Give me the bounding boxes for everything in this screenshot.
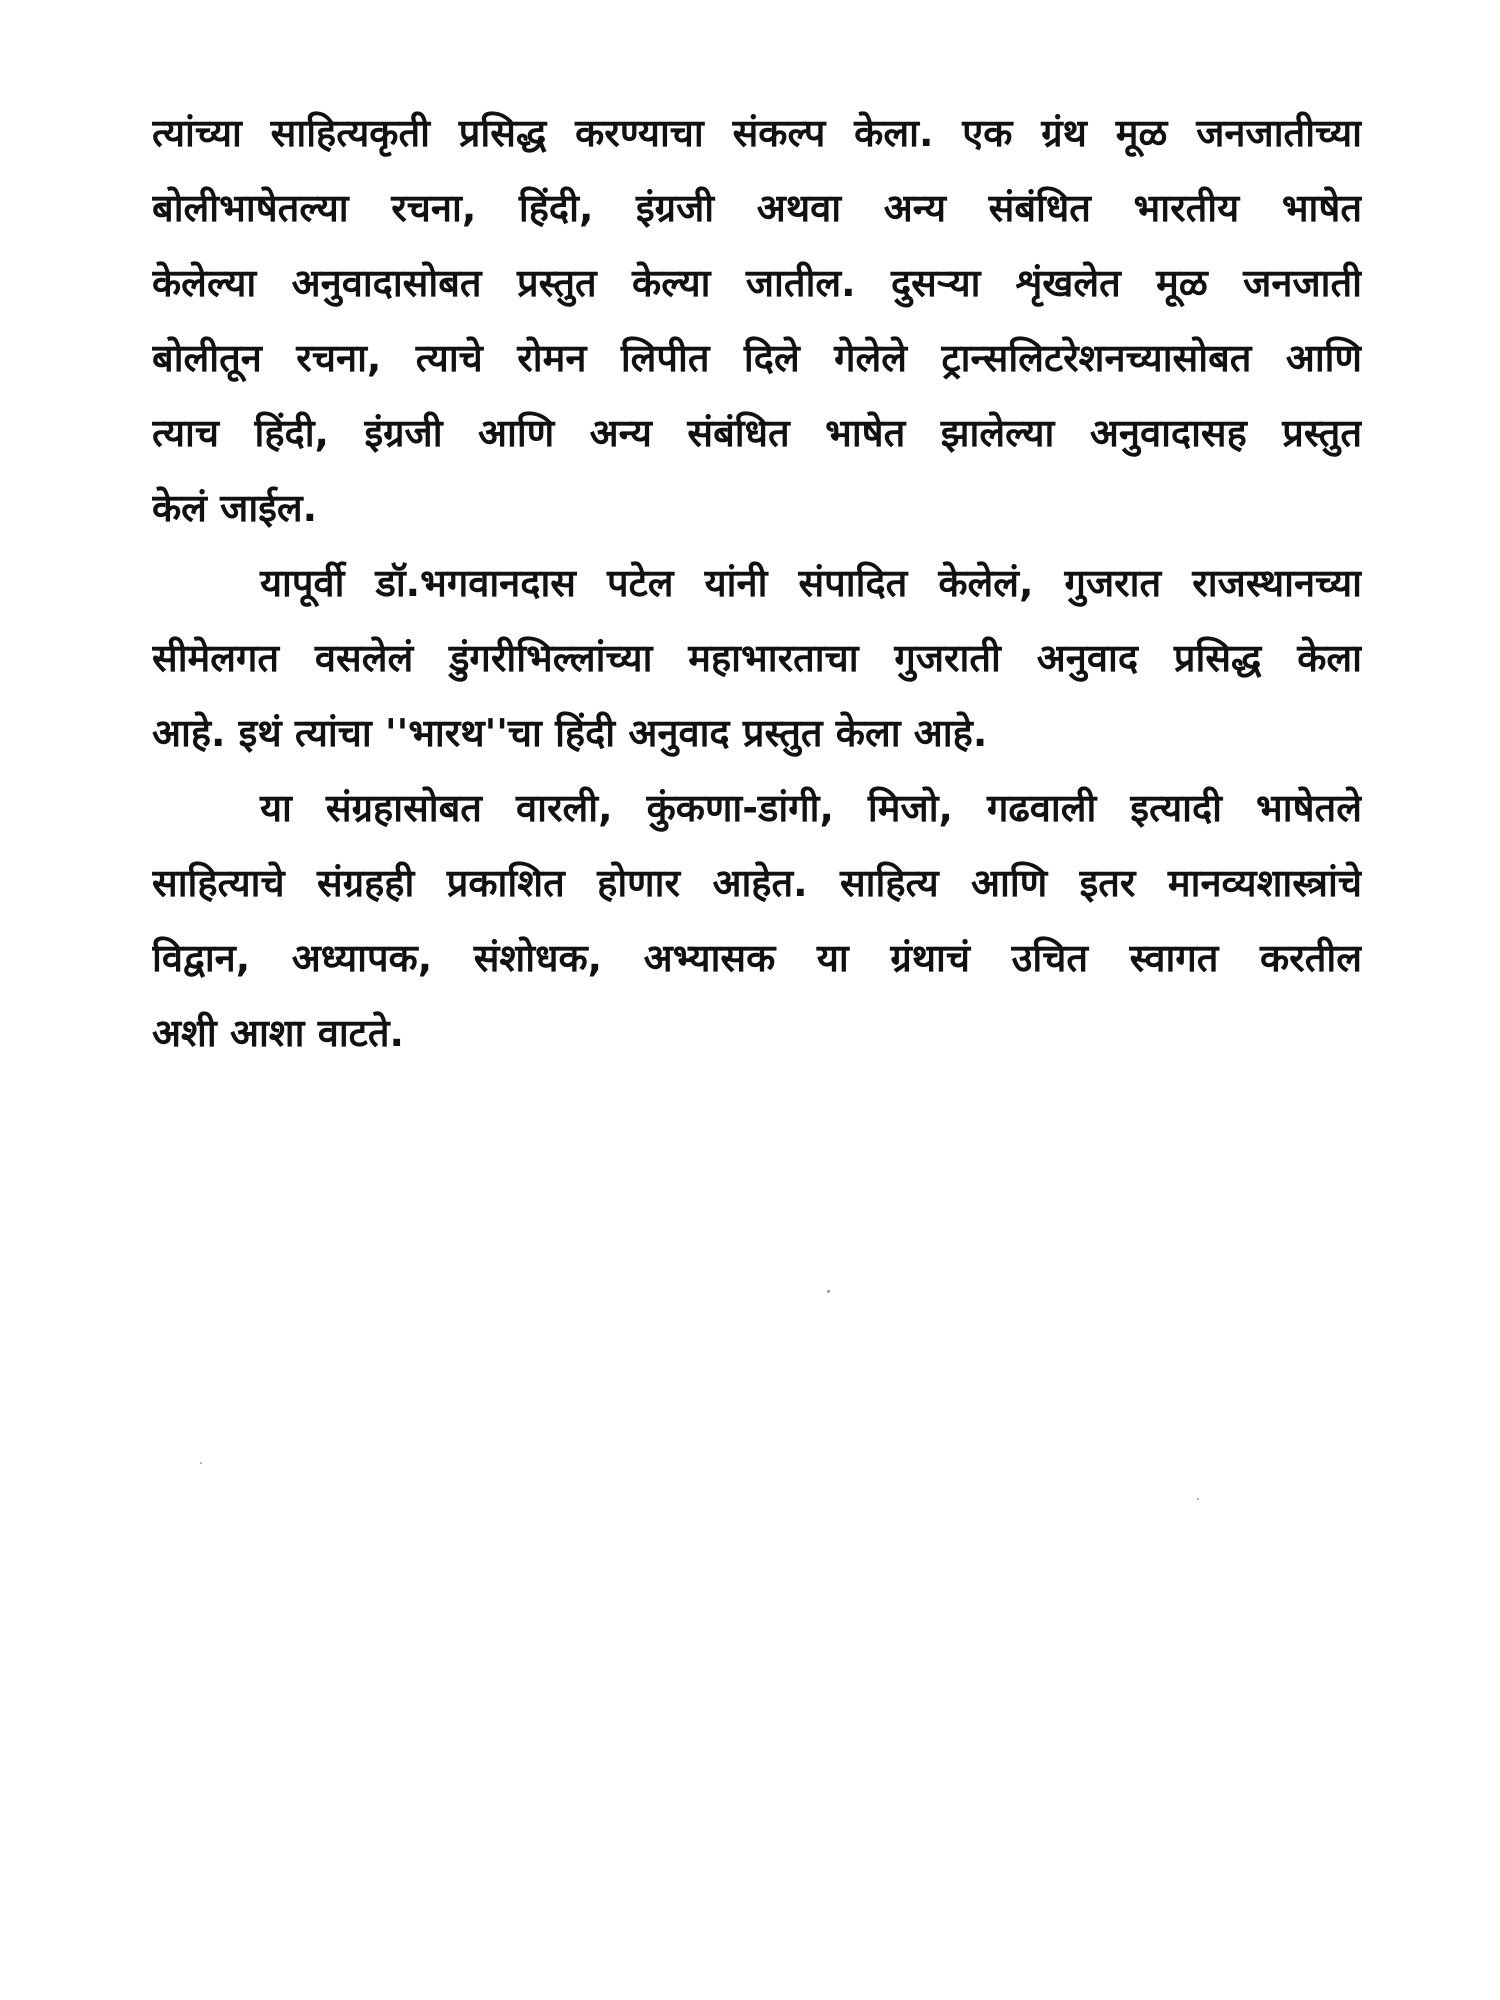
paragraph-3 — [152, 771, 1362, 1071]
text-line: यापूर्वी डॉ.भगवानदास पटेल यांनी संपादित केलेलं, गुजरात राजस्थानच्या — [260, 561, 1362, 605]
text-line: आहे. इथं त्यांचा ''भारथ''चा हिंदी अनुवाद प्रस्तुत केला आहे. — [152, 711, 988, 755]
text-line: अशी आशा वाटते. — [152, 1011, 404, 1055]
scan-speck — [200, 1462, 202, 1464]
text-line: बोलीभाषेतल्या रचना, हिंदी, इंग्रजी अथवा अन्य संबंधित भारतीय भाषेत — [152, 186, 1362, 230]
text-line: विद्वान, अध्यापक, संशोधक, अभ्यासक या ग्रंथाचं उचित स्वागत करतील — [152, 936, 1362, 980]
text-line: या संग्रहासोबत वारली, कुंकणा-डांगी, मिजो, गढवाली इत्यादी भाषेतले — [260, 786, 1362, 830]
scan-speck — [827, 1290, 830, 1293]
text-line: बोलीतून रचना, त्याचे रोमन लिपीत दिले गेलेले ट्रान्सलिटरेशनच्यासोबत आणि — [152, 336, 1362, 380]
scan-speck — [1197, 1498, 1199, 1500]
body-text — [152, 96, 1362, 1071]
paragraph-1 — [152, 96, 1362, 546]
text-line: साहित्याचे संग्रहही प्रकाशित होणार आहेत. साहित्य आणि इतर मानव्यशास्त्रांचे — [152, 861, 1362, 905]
text-line: त्याच हिंदी, इंग्रजी आणि अन्य संबंधित भाषेत झालेल्या अनुवादासह प्रस्तुत — [152, 411, 1362, 455]
paragraph-2 — [152, 546, 1362, 771]
text-line: केलं जाईल. — [152, 486, 318, 530]
text-line: केलेल्या अनुवादासोबत प्रस्तुत केल्या जातील. दुसऱ्या शृंखलेत मूळ जनजाती — [152, 261, 1362, 305]
text-line: सीमेलगत वसलेलं डुंगरीभिल्लांच्या महाभारताचा गुजराती अनुवाद प्रसिद्ध केला — [152, 636, 1362, 680]
text-line: त्यांच्या साहित्यकृती प्रसिद्ध करण्याचा संकल्प केला. एक ग्रंथ मूळ जनजातीच्या — [152, 111, 1362, 155]
